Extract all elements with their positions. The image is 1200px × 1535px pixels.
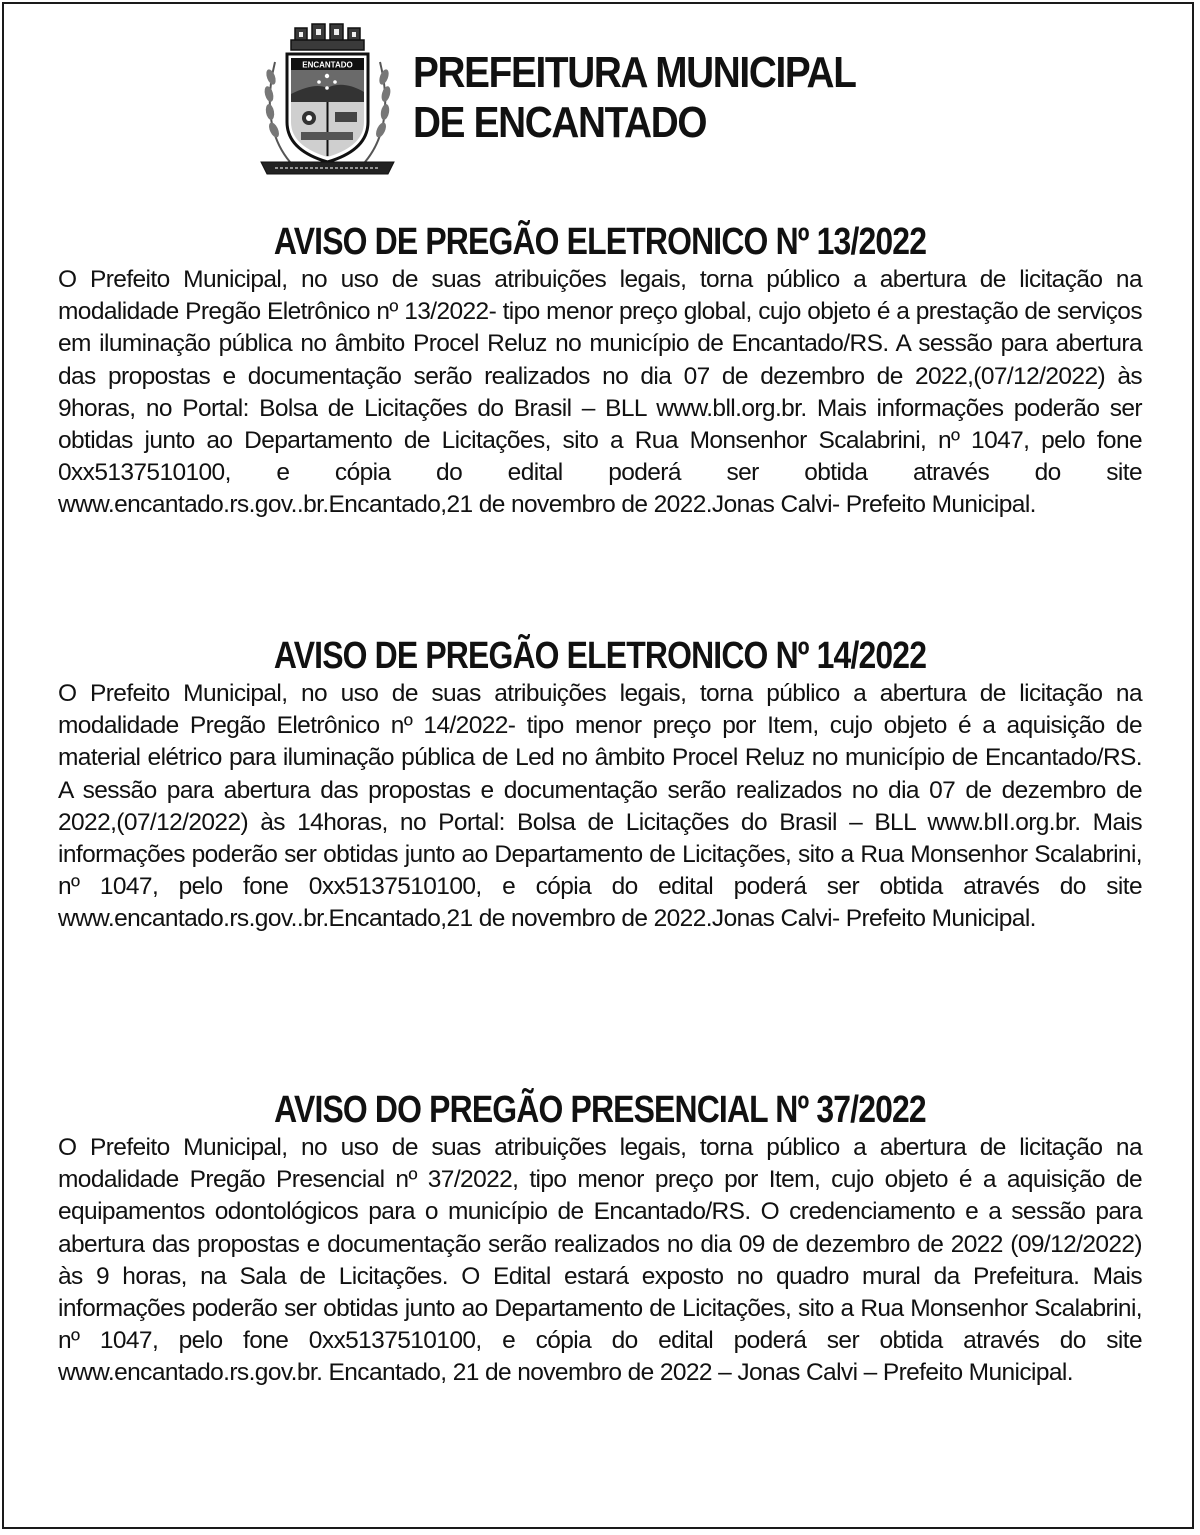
notice-title: AVISO DE PREGÃO ELETRONICO Nº 14/2022 [273,635,927,677]
notice-pregao-eletronico-14 [58,634,1142,936]
org-name-line-2: DE ENCANTADO [413,98,707,147]
org-name-line-1: PREFEITURA MUNICIPAL [413,48,856,97]
page-title [413,48,856,148]
notice-title: AVISO DE PREGÃO ELETRONICO Nº 13/2022 [273,221,927,263]
municipal-crest-icon [255,22,400,182]
notice-title: AVISO DO PREGÃO PRESENCIAL Nº 37/2022 [274,1089,926,1131]
notice-body: O Prefeito Municipal, no uso de suas atribuições legais, torna público a abertura de licitação na modalidade Pregão Presencial nº 37/2022, tipo menor preço por Item, cujo objeto é a aquisição de equipamentos odontológicos para o município de Encantado/RS. O credenciamento e a sessão para abertura das propostas e documentação serão realizados no dia 09 de dezembro de 2022 (09/12/2022) às 9 horas, na Sala de Licitações. O Edital estará exposto no quadro mural da Prefeitura. Mais informações poderão ser obtidas junto ao Departamento de Licitações, sito a Rua Monsenhor Scalabrini, nº 1047, pelo fone 0xx5137510100, e cópia do edital poderá ser obtida através do site www.encantado.rs.gov.br. Encantado, 21 de novembro de 2022 – Jonas Calvi – Prefeito Municipal. [58,1134,1142,1387]
notice-pregao-presencial-37 [58,1088,1142,1390]
header [255,22,955,182]
notice-pregao-eletronico-13 [58,220,1142,522]
notice-body: O Prefeito Municipal, no uso de suas atribuições legais, torna público a abertura de licitação na modalidade Pregão Eletrônico nº 13/2022- tipo menor preço global, cujo objeto é a prestação de serviços em iluminação pública no âmbito Procel Reluz no município de Encantado/RS. A sessão para abertura das propostas e documentação serão realizados no dia 07 de dezembro de 2022,(07/12/2022) às 9horas, no Portal: Bolsa de Licitações do Brasil – BLL www.bll.org.br. Mais informações poderão ser obtidas junto ao Departamento de Licitações, sito a Rua Monsenhor Scalabrini, nº 1047, pelo fone 0xx5137510100, e cópia do edital poderá ser obtida através do site www.encantado.rs.gov..br.Encantado,21 de novembro de 2022.Jonas Calvi- Prefeito Municipal. [58,266,1142,519]
crest-label: ENCANTADO [302,60,353,70]
notice-body: O Prefeito Municipal, no uso de suas atribuições legais, torna público a abertura de licitação na modalidade Pregão Eletrônico nº 14/2022- tipo menor preço por Item, cujo objeto é a aquisição de material elétrico para iluminação pública de Led no âmbito Procel Reluz no município de Encantado/RS. A sessão para abertura das propostas e documentação serão realizados no dia 07 de dezembro de 2022,(07/12/2022) às 14horas, no Portal: Bolsa de Licitações do Brasil – BLL www.bII.org.br. Mais informações poderão ser obtidas junto ao Departamento de Licitações, sito a Rua Monsenhor Scalabrini, nº 1047, pelo fone 0xx5137510100, e cópia do edital poderá ser obtida através do site www.encantado.rs.gov..br.Encantado,21 de novembro de 2022.Jonas Calvi- Prefeito Municipal. [58,680,1142,933]
